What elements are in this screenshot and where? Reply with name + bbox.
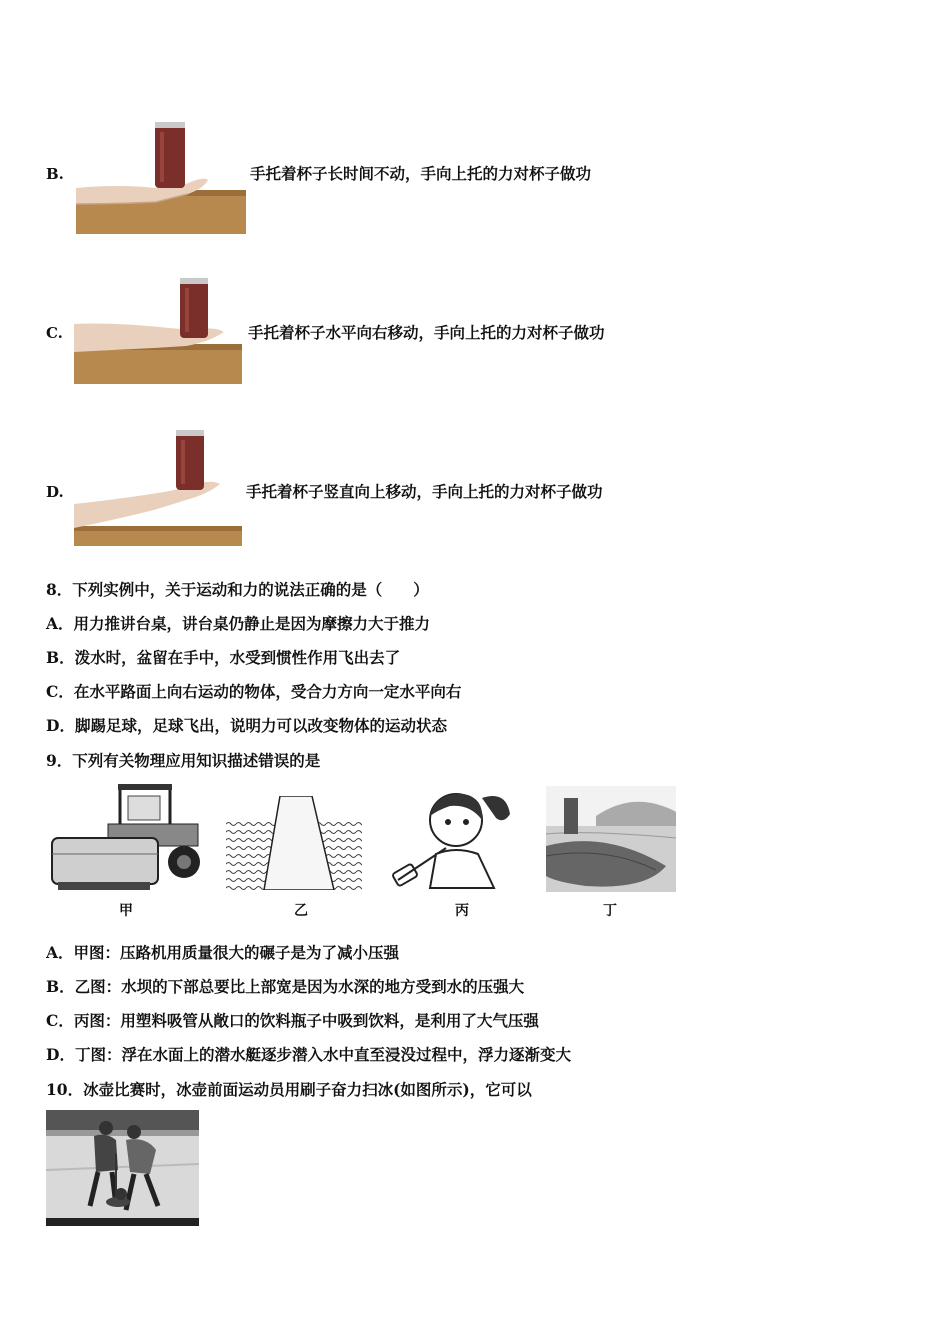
hand-cup-still-image	[76, 118, 246, 234]
q8-option-c: C．在水平路面上向右运动的物体，受合力方向一定水平向右	[46, 682, 462, 701]
q8-option-a: A．用力推讲台桌，讲台桌仍静止是因为摩擦力大于推力	[46, 614, 431, 633]
q8-stem: 8．下列实例中，关于运动和力的说法正确的是（ ）	[46, 580, 429, 599]
option-text-d: 手托着杯子竖直向上移动，手向上托的力对杯子做功	[246, 482, 603, 501]
hand-cup-horizontal-image	[74, 276, 242, 384]
curling-photo	[46, 1110, 199, 1226]
caption-yi: 乙	[294, 903, 308, 919]
caption-jia: 甲	[119, 903, 133, 919]
q8-option-b: B．泼水时，盆留在手中，水受到惯性作用飞出去了	[46, 648, 401, 667]
q9-stem: 9．下列有关物理应用知识描述错误的是	[46, 751, 321, 770]
submarine-image	[546, 786, 676, 892]
dam-image	[226, 796, 362, 890]
option-label-d: D.	[46, 483, 64, 501]
q9-option-a: A．甲图：压路机用质量很大的碾子是为了减小压强	[46, 943, 400, 962]
option-text-b: 手托着杯子长时间不动，手向上托的力对杯子做功	[250, 164, 592, 183]
q8-option-d: D．脚踢足球，足球飞出，说明力可以改变物体的运动状态	[46, 716, 447, 735]
q9-option-c: C．丙图：用塑料吸管从敞口的饮料瓶子中吸到饮料，是利用了大气压强	[46, 1011, 539, 1030]
caption-bing: 丙	[455, 903, 469, 919]
q9-option-d: D．丁图：浮在水面上的潜水艇逐步潜入水中直至浸没过程中，浮力逐渐变大	[46, 1045, 571, 1064]
q10-stem: 10．冰壶比赛时，冰壶前面运动员用刷子奋力扫冰(如图所示)，它可以	[46, 1080, 532, 1099]
option-label-b: B.	[46, 165, 64, 183]
girl-straw-image	[386, 784, 520, 892]
option-label-c: C.	[46, 324, 63, 342]
caption-ding: 丁	[603, 903, 617, 919]
hand-cup-vertical-image	[74, 428, 242, 546]
road-roller-image	[48, 782, 202, 894]
option-text-c: 手托着杯子水平向右移动，手向上托的力对杯子做功	[248, 323, 605, 342]
q9-option-b: B．乙图：水坝的下部总要比上部宽是因为水深的地方受到水的压强大	[46, 977, 525, 996]
